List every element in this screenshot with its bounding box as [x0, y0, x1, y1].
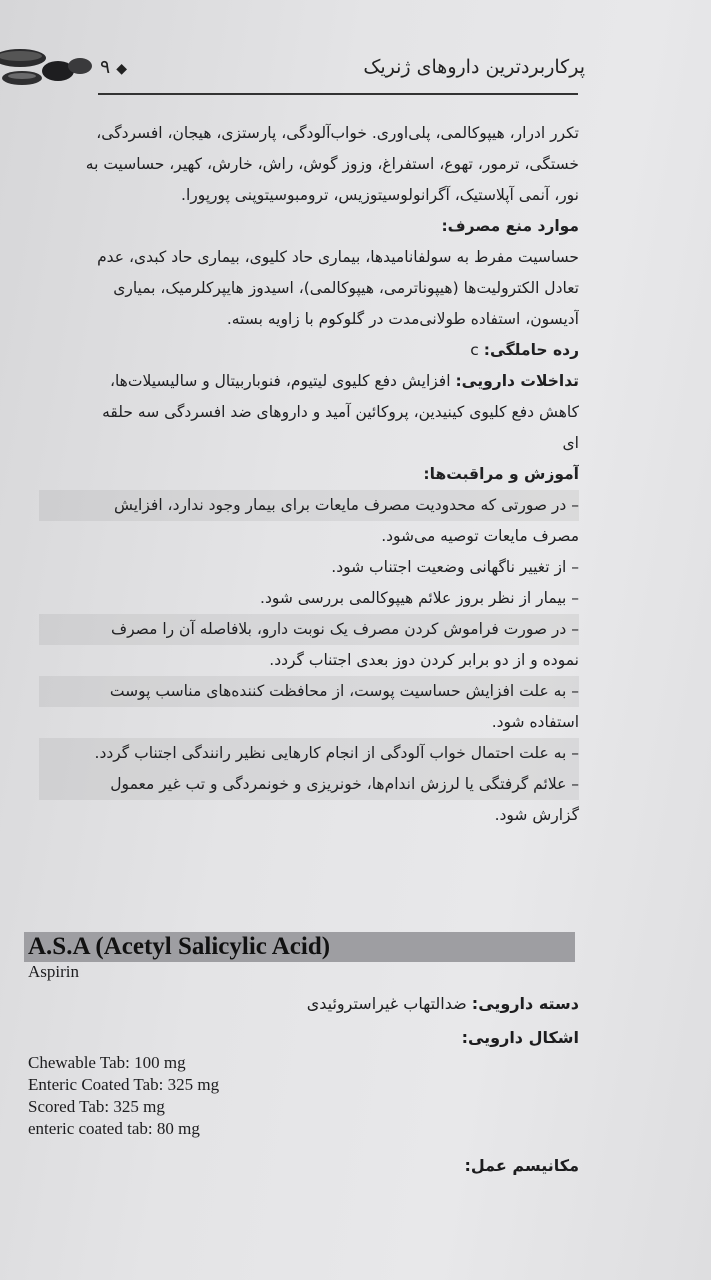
text-line: ای	[562, 434, 579, 452]
dosage-form: Scored Tab: 325 mg	[28, 1097, 165, 1116]
interactions-heading: تداخلات دارویی:	[455, 372, 579, 390]
diamond-icon: ◆	[116, 61, 127, 77]
page-number: ۹ ◆	[100, 56, 127, 78]
pregnancy-heading: رده حاملگی:	[483, 341, 579, 359]
list-item-continued: مصرف مایعات توصیه می‌شود.	[381, 527, 579, 545]
list-item: – در صورتی که محدودیت مصرف مایعات برای بیمار وجود ندارد، افزایش	[39, 490, 579, 521]
drug-class-heading: دسته دارویی:	[471, 994, 579, 1013]
drug-class-value: ضدالتهاب غیراستروئیدی	[306, 994, 467, 1013]
list-item-continued: نموده و از دو برابر کردن دوز بعدی اجتناب گردد.	[269, 651, 579, 669]
dosage-form: enteric coated tab: 80 mg	[28, 1119, 200, 1138]
list-item: – از تغییر ناگهانی وضعیت اجتناب شود.	[331, 558, 579, 576]
drug-generic-name: Aspirin	[28, 962, 79, 981]
mechanism-heading: مکانیسم عمل:	[464, 1156, 579, 1175]
list-item: – علائم گرفتگی یا لرزش اندام‌ها، خونریزی و خونمردگی و تب غیر معمول	[39, 769, 579, 800]
forms-heading: اشکال دارویی:	[461, 1028, 579, 1047]
text-line: کاهش دفع کلیوی کینیدین، پروکائین آمید و داروهای ضد افسردگی سه حلقه	[102, 403, 579, 421]
text-line: خستگی، ترمور، تهوع، استفراغ، وزوز گوش، راش، خارش، کهیر، حساسیت به	[85, 155, 579, 173]
text-line: افزایش دفع کلیوی لیتیوم، فنوباربیتال و سالیسیلات‌ها،	[109, 372, 451, 390]
pregnancy-category	[39, 335, 579, 366]
list-item: – به علت افزایش حساسیت پوست، از محافظت کننده‌های مناسب پوست	[39, 676, 579, 707]
list-item: – در صورت فراموش کردن مصرف یک نوبت دارو، بلافاصله آن را مصرف	[39, 614, 579, 645]
interactions-line	[39, 366, 579, 397]
book-title: پرکاربردترین داروهای ژنریک	[363, 56, 585, 78]
text-line: آدیسون، استفاده طولانی‌مدت در گلوکوم با زاویه بسته.	[226, 310, 579, 328]
text-line: تکرر ادرار، هیپوکالمی، پلی‌اوری. خواب‌آلودگی، پارستزی، هیجان، افسردگی،	[96, 124, 579, 142]
list-item-continued: گزارش شود.	[494, 806, 579, 824]
list-item: – به علت احتمال خواب آلودگی از انجام کارهایی نظیر رانندگی اجتناب گردد.	[39, 738, 579, 769]
list-item-continued: استفاده شود.	[491, 713, 579, 731]
running-header	[0, 40, 711, 96]
header-divider	[98, 93, 578, 95]
text-line: حساسیت مفرط به سولفانامیدها، بیماری حاد کلیوی، بیماری حاد کبدی، عدم	[97, 248, 579, 266]
dosage-form: Chewable Tab: 100 mg	[28, 1053, 186, 1072]
dosage-forms-list	[28, 1052, 219, 1140]
main-text	[39, 118, 579, 831]
drug-title-bar: A.S.A (Acetyl Salicylic Acid)	[24, 932, 575, 962]
drug-class	[307, 994, 579, 1013]
pregnancy-value: c	[470, 341, 479, 359]
education-heading: آموزش و مراقبت‌ها:	[423, 465, 579, 483]
text-line: نور، آنمی آپلاستیک، آگرانولوسیتوزیس، ترومبوسیتوپنی پورپورا.	[181, 186, 579, 204]
text-line: تعادل الکترولیت‌ها (هیپوناترمی، هیپوکالمی)، اسیدوز هایپرکلرمیک، بمیاری	[113, 279, 579, 297]
contraindications-heading: موارد منع مصرف:	[441, 217, 579, 235]
pills-icon	[0, 44, 100, 90]
list-item: – بیمار از نظر بروز علائم هیپوکالمی بررسی شود.	[260, 589, 579, 607]
dosage-form: Enteric Coated Tab: 325 mg	[28, 1075, 220, 1094]
